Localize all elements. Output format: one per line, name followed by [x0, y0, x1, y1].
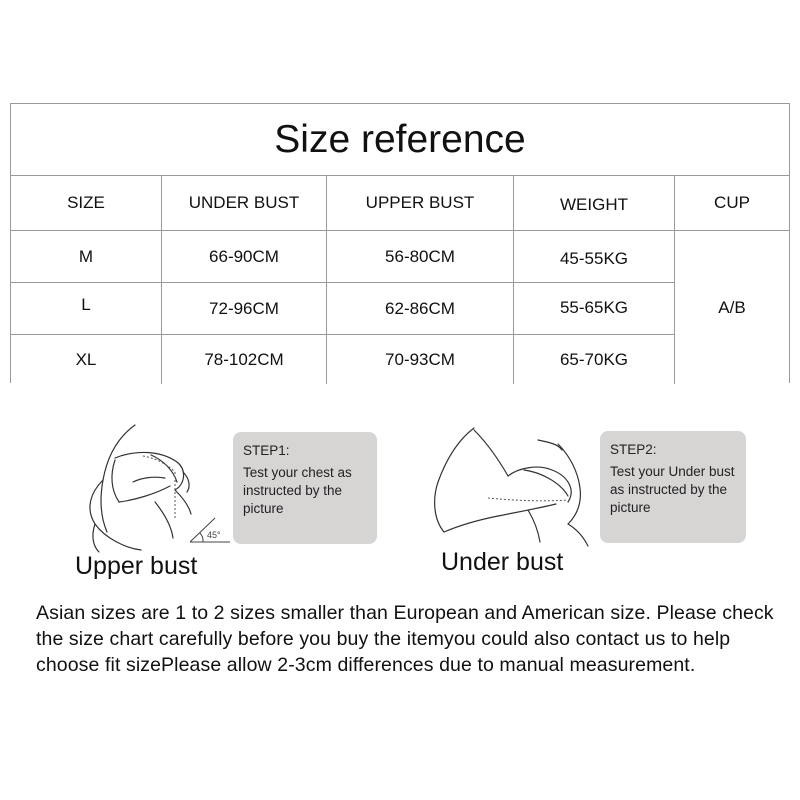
cell-under-bust: 66-90CM — [209, 246, 279, 266]
cell-upper-bust: 70-93CM — [385, 349, 455, 369]
cell-upper-bust: 56-80CM — [385, 246, 455, 266]
angle-label: 45° — [207, 530, 221, 540]
table-title: Size reference — [11, 104, 789, 176]
cell-weight: 45-55KG — [559, 248, 629, 268]
cell-weight: 65-70KG — [559, 349, 629, 369]
step2-box — [600, 431, 746, 543]
cell-upper-bust: 62-86CM — [385, 298, 455, 318]
cell-under-bust: 78-102CM — [204, 349, 284, 369]
cell-under-bust: 72-96CM — [209, 298, 279, 318]
step1-box — [233, 432, 377, 544]
cell-cup: A/B — [718, 297, 746, 317]
step2-label: STEP2: — [610, 442, 657, 457]
header-weight: WEIGHT — [560, 195, 628, 214]
cell-size: L — [81, 294, 91, 314]
size-note: Asian sizes are 1 to 2 sizes smaller than European and American size. Please check the size chart carefully before you buy the itemyou could also contact us to help choose fit sizePlease allow 2-3cm differences due to manual measurement. — [36, 602, 774, 676]
step1-text: Test your chest as instructed by the picture — [243, 465, 352, 516]
header-under-bust: UNDER BUST — [188, 193, 300, 212]
under-bust-caption: Under bust — [441, 548, 564, 576]
step2-text: Test your Under bust as instructed by the picture — [610, 464, 735, 515]
step1-label: STEP1: — [243, 443, 290, 458]
cell-size: M — [78, 246, 94, 266]
upper-bust-caption: Upper bust — [75, 552, 198, 580]
under-bust-illustration — [428, 420, 603, 550]
size-reference-table — [10, 103, 790, 383]
cell-weight: 55-65KG — [559, 297, 629, 317]
header-cup: CUP — [714, 193, 750, 212]
header-upper-bust: UPPER BUST — [365, 193, 475, 212]
cell-size: XL — [75, 349, 97, 369]
header-size: SIZE — [67, 193, 105, 212]
upper-bust-illustration — [55, 420, 245, 555]
